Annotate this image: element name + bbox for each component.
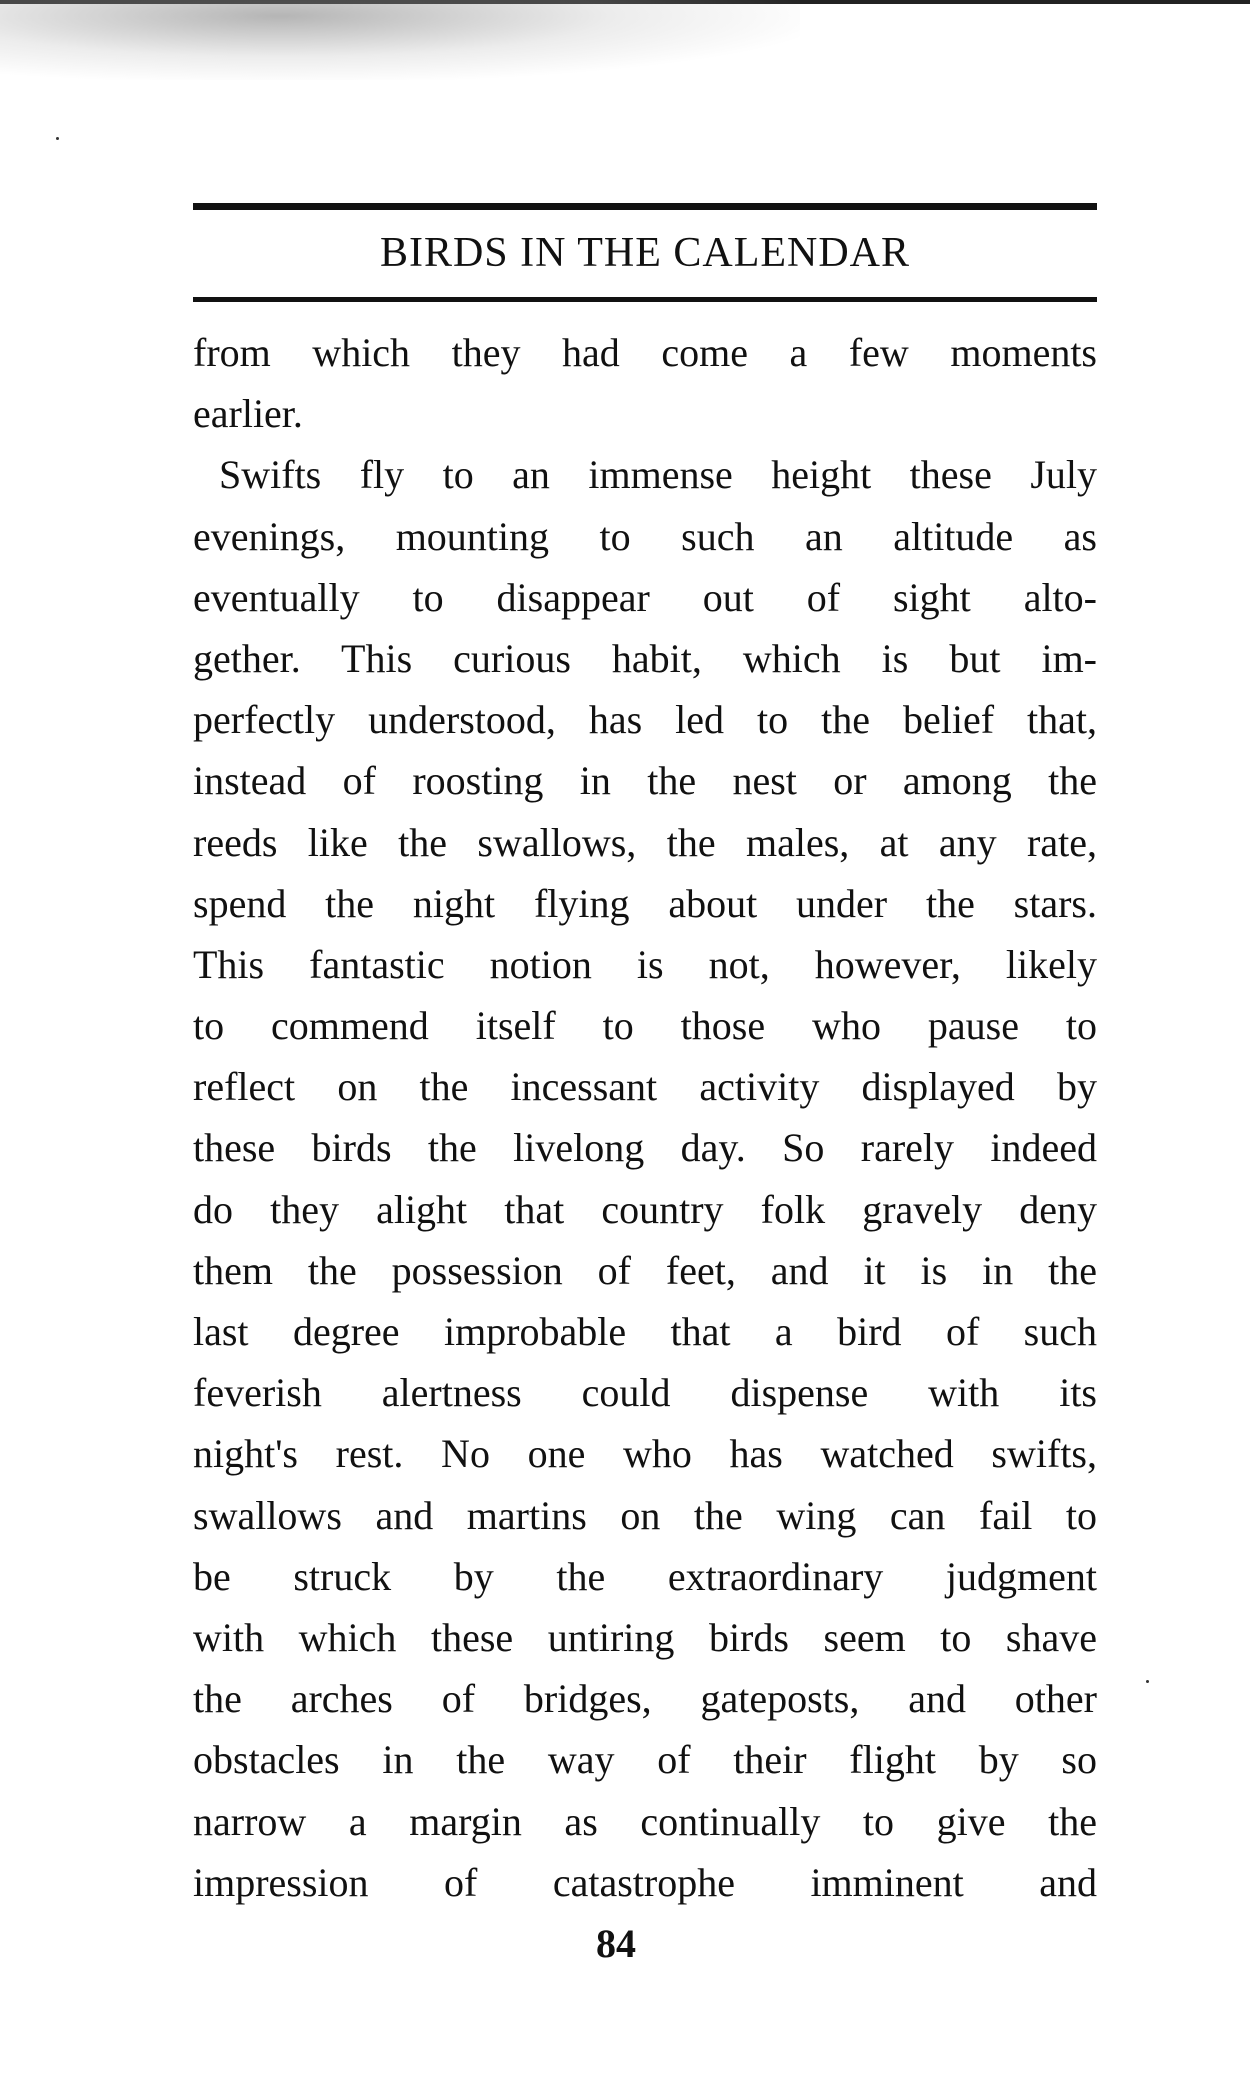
- scan-artifact: [0, 0, 800, 80]
- text-line: from which they had come a few moments: [193, 330, 1097, 375]
- text-line: earlier.: [193, 391, 303, 437]
- text-line: narrow a margin as continually to give the: [193, 1798, 1097, 1844]
- header-rule-top: [193, 203, 1097, 210]
- text-line: Swifts fly to an immense height these July: [219, 452, 1097, 498]
- text-line: night's rest. No one who has watched swifts,: [193, 1431, 1097, 1477]
- text-line: spend the night flying about under the stars.: [193, 880, 1097, 926]
- text-line: them the possession of feet, and it is in the: [193, 1247, 1097, 1293]
- text-line: obstacles in the way of their flight by so: [193, 1737, 1097, 1783]
- scan-speck: [56, 137, 59, 140]
- text-line: gether. This curious habit, which is but im-: [193, 635, 1097, 681]
- text-line: reeds like the swallows, the males, at any rate,: [193, 819, 1097, 865]
- text-line: be struck by the extraordinary judgment: [193, 1553, 1097, 1599]
- page-number: 84: [596, 1921, 636, 1966]
- text-line: impression of catastrophe imminent and: [193, 1859, 1097, 1905]
- text-line: the arches of bridges, gateposts, and other: [193, 1676, 1097, 1722]
- text-line: last degree improbable that a bird of such: [193, 1309, 1097, 1354]
- text-line: with which these untiring birds seem to shave: [193, 1614, 1097, 1660]
- header-rule-bottom: [193, 297, 1097, 302]
- text-line: to commend itself to those who pause to: [193, 1003, 1097, 1049]
- scan-speck: [1146, 1680, 1149, 1683]
- text-line: This fantastic notion is not, however, likely: [193, 941, 1097, 987]
- text-line: feverish alertness could dispense with its: [193, 1370, 1097, 1416]
- text-line: these birds the livelong day. So rarely indeed: [193, 1125, 1097, 1171]
- text-line: evenings, mounting to such an altitude as: [193, 513, 1097, 559]
- text-line: swallows and martins on the wing can fail to: [193, 1492, 1097, 1538]
- running-head: BIRDS IN THE CALENDAR: [379, 230, 911, 276]
- text-line: eventually to disappear out of sight alto-: [193, 574, 1097, 620]
- text-line: reflect on the incessant activity displayed by: [193, 1064, 1097, 1110]
- text-line: do they alight that country folk gravely deny: [193, 1186, 1097, 1232]
- text-line: instead of roosting in the nest or among the: [193, 758, 1097, 804]
- body-text: [193, 322, 1097, 1913]
- text-line: perfectly understood, has led to the belief that,: [193, 697, 1097, 743]
